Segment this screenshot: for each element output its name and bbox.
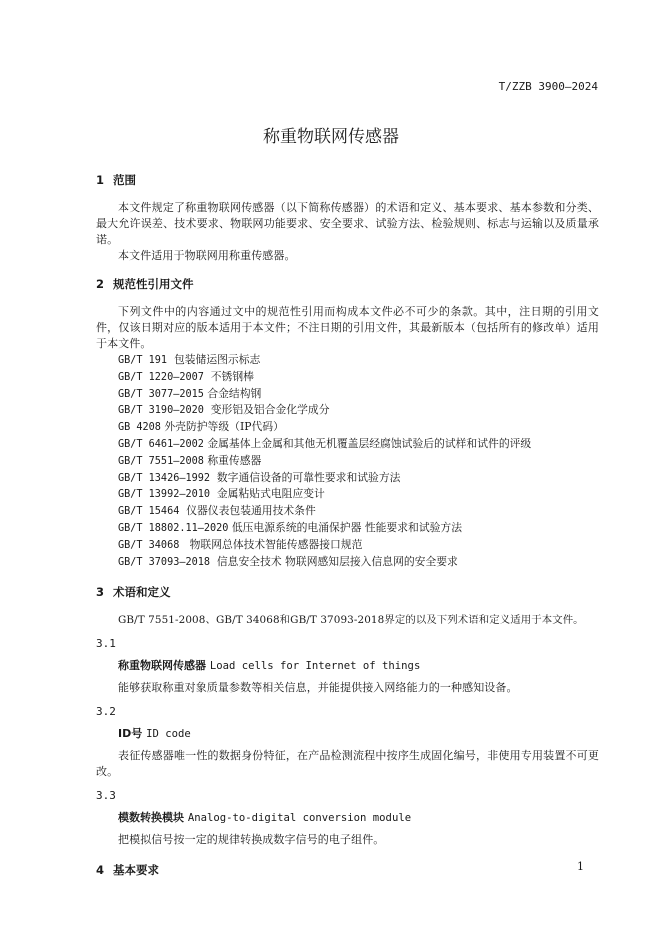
reference-code: GB/T 6461—2002 xyxy=(118,438,204,450)
reference-item xyxy=(96,402,599,419)
reference-title: 低压电源系统的电涌保护器 性能要求和试验方法 xyxy=(231,520,463,534)
reference-code: GB/T 3077—2015 xyxy=(118,388,204,400)
standard-code: T/ZZB 3900—2024 xyxy=(498,80,598,93)
reference-item xyxy=(96,554,599,571)
reference-title: 数字通信设备的可靠性要求和试验方法 xyxy=(216,470,401,484)
reference-item xyxy=(96,386,599,403)
term-heading xyxy=(96,726,599,742)
reference-item xyxy=(96,352,599,369)
term-heading xyxy=(96,810,599,826)
reference-item xyxy=(96,537,599,554)
terms-intro-paragraph: GB/T 7551-2008、GB/T 34068和GB/T 37093-2018界定的以及下列术语和定义适用于本文件。 xyxy=(118,614,584,627)
reference-title: 包装储运图示标志 xyxy=(173,353,261,366)
reference-item xyxy=(96,453,599,470)
section-title: 范围 xyxy=(113,173,136,187)
reference-title: 仪器仪表包装通用技术条件 xyxy=(186,504,316,518)
reference-code: GB/T 15464 xyxy=(118,506,180,518)
reference-title: 合金结构钢 xyxy=(207,386,262,400)
term-en: Load cells for Internet of things xyxy=(209,660,421,673)
reference-title: 信息安全技术 物联网感知层接入信息网的安全要求 xyxy=(216,554,458,568)
reference-code: GB/T 13992—2010 xyxy=(118,489,211,501)
reference-item xyxy=(96,369,599,386)
reference-title: 外壳防护等级（IP代码） xyxy=(164,420,284,434)
reference-code: GB/T 191 xyxy=(118,355,168,366)
document-title: 称重物联网传感器 xyxy=(263,127,399,147)
section-number: 3 xyxy=(96,585,105,600)
section-title: 规范性引用文件 xyxy=(113,277,194,291)
section-2-heading xyxy=(96,276,599,292)
term-number: 3.3 xyxy=(96,789,116,803)
section-number: 1 xyxy=(96,173,105,187)
reference-item xyxy=(96,503,599,520)
term-number: 3.2 xyxy=(96,705,116,719)
reference-code: GB/T 1220—2007 xyxy=(118,371,204,383)
section-4-heading xyxy=(96,862,599,878)
section-3-heading xyxy=(96,584,599,600)
scope-paragraph: 本文件规定了称重物联网传感器（以下简称传感器）的术语和定义、基本要求、基本参数和分类、最大允许误差、技术要求、物联网功能要求、安全要求、试验方法、检验规则、标志与运输以及质量承诺。 xyxy=(96,201,599,246)
reference-code: GB/T 7551—2008 xyxy=(118,455,204,467)
term-definition: 能够获取称重对象质量参数等相关信息，并能提供接入网络能力的一种感知设备。 xyxy=(118,681,518,695)
reference-item xyxy=(96,520,599,537)
section-number: 4 xyxy=(96,863,105,878)
section-title: 术语和定义 xyxy=(113,585,171,600)
reference-title: 变形铝及铝合金化学成分 xyxy=(210,403,330,417)
term-definition: 表征传感器唯一性的数据身份特征，在产品检测流程中按序生成固化编号，非使用专用装置不可更改。 xyxy=(96,749,599,779)
term-zh: 模数转换模块 xyxy=(118,811,184,825)
term-zh: 称重物联网传感器 xyxy=(118,659,206,673)
reference-code: GB/T 37093—2018 xyxy=(118,556,211,568)
section-title: 基本要求 xyxy=(113,863,159,878)
term-en: Analog-to-digital conversion module xyxy=(187,812,412,825)
reference-code: GB/T 3190—2020 xyxy=(118,405,204,417)
refs-intro-paragraph: 下列文件中的内容通过文中的规范性引用而构成本文件必不可少的条款。其中，注日期的引用文件，仅该日期对应的版本适用于本文件；不注日期的引用文件，其最新版本（包括所有的修改单）适用于本文件。 xyxy=(96,305,599,350)
term-number: 3.1 xyxy=(96,637,116,651)
reference-code: GB/T 13426—1992 xyxy=(118,472,211,484)
document-body xyxy=(96,172,599,878)
reference-code: GB 4208 xyxy=(118,422,161,434)
section-1-heading xyxy=(96,172,599,188)
reference-item xyxy=(96,419,599,436)
reference-title: 物联网总体技术智能传感器接口规范 xyxy=(189,537,363,551)
reference-item xyxy=(96,436,599,453)
reference-item xyxy=(96,470,599,487)
reference-code: GB/T 34068 xyxy=(118,539,180,551)
term-en: ID code xyxy=(146,728,191,741)
term-zh: ID号 xyxy=(118,727,143,741)
term-definition: 把模拟信号按一定的规律转换成数字信号的电子组件。 xyxy=(118,833,385,847)
reference-item xyxy=(96,486,599,503)
scope-paragraph: 本文件适用于物联网用称重传感器。 xyxy=(118,249,296,262)
page-number: 1 xyxy=(577,860,584,873)
reference-title: 金属粘贴式电阻应变计 xyxy=(216,487,325,501)
reference-title: 称重传感器 xyxy=(207,453,262,467)
reference-list xyxy=(96,352,599,570)
reference-code: GB/T 18802.11—2020 xyxy=(118,522,229,534)
reference-title: 不锈钢棒 xyxy=(210,369,254,383)
reference-title: 金属基体上金属和其他无机覆盖层经腐蚀试验后的试样和试件的评级 xyxy=(207,436,532,450)
section-number: 2 xyxy=(96,277,105,291)
term-heading xyxy=(96,658,599,674)
